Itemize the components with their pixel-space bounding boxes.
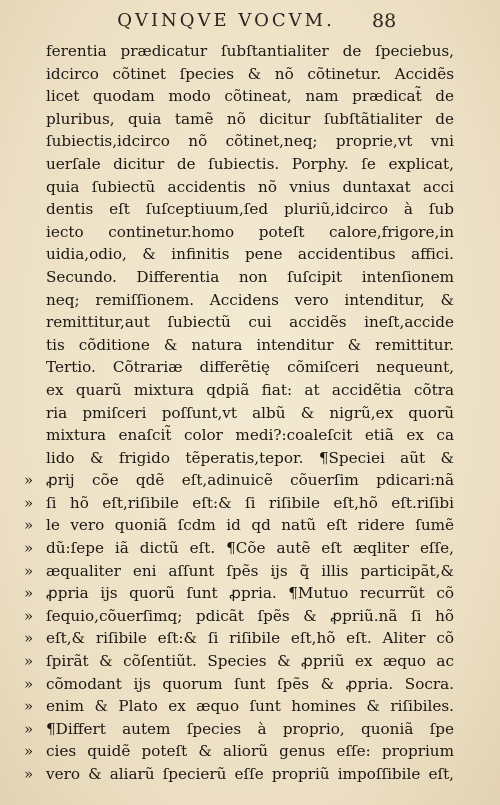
text-line: [24, 108, 454, 131]
text-line: [24, 469, 454, 492]
page-number: 88: [372, 10, 397, 32]
line-text: uerſale dicitur de ſubiectis. Porphy. ſe explicat,: [46, 154, 454, 173]
quotation-marker: »: [24, 493, 34, 512]
quotation-marker: »: [24, 765, 34, 783]
quotation-marker: »: [24, 606, 34, 625]
text-line: [24, 402, 454, 425]
text-block: [24, 40, 454, 786]
quotation-marker: »: [24, 629, 34, 648]
text-line: [24, 221, 454, 244]
text-line: [24, 356, 454, 379]
text-line: [24, 379, 454, 402]
text-line: [24, 63, 454, 86]
line-text: neq; remiſſionem. Accidens vero intenditur, &: [46, 290, 454, 309]
running-title: QVINQVE VOCVM.: [117, 10, 335, 31]
text-line: [24, 560, 454, 583]
line-text: cies quidẽ poteſt & aliorũ genus eſſe: proprium: [46, 742, 454, 761]
line-text: ꝓrij cõe qdẽ eſt,adinuicẽ cõuerſim pdicari:nã: [46, 471, 454, 490]
text-line: [24, 243, 454, 266]
text-line: [24, 311, 454, 334]
line-text: uidia,odio, & infinitis pene accidentibus affici.: [46, 245, 454, 264]
quotation-marker: »: [24, 719, 34, 738]
line-text: Tertio. Cõtrariæ differẽtię cõmiſceri nequeunt,: [46, 358, 454, 377]
line-text: cõmodant ijs quorum ſunt ſpẽs & ꝓpria. Socra.: [46, 674, 454, 693]
text-line: [24, 266, 454, 289]
line-text: ſi hõ eſt,riſibile eſt:& ſi riſibile eſt,hõ eſt.riſibi: [46, 493, 454, 512]
text-line: [24, 650, 454, 673]
line-text: ria pmiſceri poſſunt,vt albũ & nigrũ,ex quorũ: [46, 403, 454, 422]
line-text: ex quarũ mixtura qdpiã fiat: at accidẽtia cõtra: [46, 380, 454, 399]
line-text: lido & frigido tẽperatis,tepor. ¶Speciei aũt &: [46, 448, 454, 467]
text-line: [24, 740, 454, 763]
line-text: ſubiectis,idcirco nõ cõtinet,neq; proprie,vt vni: [46, 132, 454, 151]
text-line: [24, 492, 454, 515]
quotation-marker: »: [24, 652, 34, 671]
text-line: [24, 153, 454, 176]
text-line: [24, 289, 454, 312]
line-text: vero & aliarũ ſpecierũ eſſe propriũ impoſſibile eſt,: [46, 765, 454, 783]
line-text: enim & Plato ex æquo ſunt homines & riſibiles.: [46, 697, 454, 716]
text-line: [24, 582, 454, 605]
line-text: idcirco cõtinet ſpecies & nõ cõtinetur. Accidẽs: [46, 64, 454, 83]
quotation-marker: »: [24, 561, 34, 580]
line-text: dentis eſt ſuſceptiuum,ſed pluriũ,idcirco à ſub: [46, 200, 454, 219]
quotation-marker: »: [24, 584, 34, 603]
text-line: [24, 176, 454, 199]
line-text: ſequio,cõuerſimq; pdicãt ſpẽs & ꝓpriũ.nã ſi hõ: [46, 606, 454, 625]
line-text: pluribus, quia tamẽ nõ dicitur ſubſtãtialiter de: [46, 109, 454, 128]
line-text: dũ:ſepe iã dictũ eſt. ¶Cõe autẽ eſt æqliter eſſe,: [46, 539, 454, 558]
text-line: [24, 334, 454, 357]
text-line: [24, 40, 454, 63]
line-text: le vero quoniã ſcdm id qd natũ eſt ridere ſumẽ: [46, 516, 454, 535]
text-line: [24, 718, 454, 741]
line-text: ¶Differt autem ſpecies à proprio, quoniã ſpe: [46, 719, 454, 738]
quotation-marker: »: [24, 674, 34, 693]
line-text: tis cõditione & natura intenditur & remittitur.: [46, 335, 454, 354]
line-text: ꝓpria ijs quorũ ſunt ꝓpria. ¶Mutuo recurrũt cõ: [46, 584, 454, 603]
text-line: [24, 695, 454, 718]
line-text: ſpirãt & cõſentiũt. Species & ꝓpriũ ex æquo ac: [46, 652, 454, 671]
line-text: ferentia prædicatur ſubſtantialiter de ſpeciebus,: [46, 42, 454, 60]
line-text: Secundo. Differentia non ſuſcipit intenſionem: [46, 267, 454, 286]
quotation-marker: »: [24, 471, 34, 490]
line-text: æqualiter eni aſſunt ſpẽs ijs q̃ illis participãt,&: [46, 561, 454, 580]
line-text: licet quodam modo cõtineat, nam prædicat̃ de: [46, 87, 454, 106]
text-line: [24, 424, 454, 447]
text-line: [24, 514, 454, 537]
text-line: [24, 130, 454, 153]
text-line: [24, 85, 454, 108]
text-line: [24, 605, 454, 628]
line-text: eſt,& riſibile eſt:& ſi riſibile eſt,hõ eſt. Aliter cõ: [46, 629, 454, 648]
text-line: [24, 627, 454, 650]
line-text: remittitur,aut ſubiectũ cui accidẽs ineſt,accide: [46, 313, 454, 332]
line-text: iecto continetur.homo poteſt calore,frigore,in: [46, 222, 454, 241]
text-line: [24, 447, 454, 470]
quotation-marker: »: [24, 697, 34, 716]
text-line: [24, 198, 454, 221]
text-line: [24, 763, 454, 786]
line-text: quia ſubiectũ accidentis nõ vnius duntaxat acci: [46, 177, 454, 196]
text-line: [24, 537, 454, 560]
text-line: [24, 673, 454, 696]
quotation-marker: »: [24, 516, 34, 535]
line-text: mixtura enaſcit̃ color medi?:coaleſcit etiã ex ca: [46, 426, 454, 445]
quotation-marker: »: [24, 742, 34, 761]
quotation-marker: »: [24, 539, 34, 558]
